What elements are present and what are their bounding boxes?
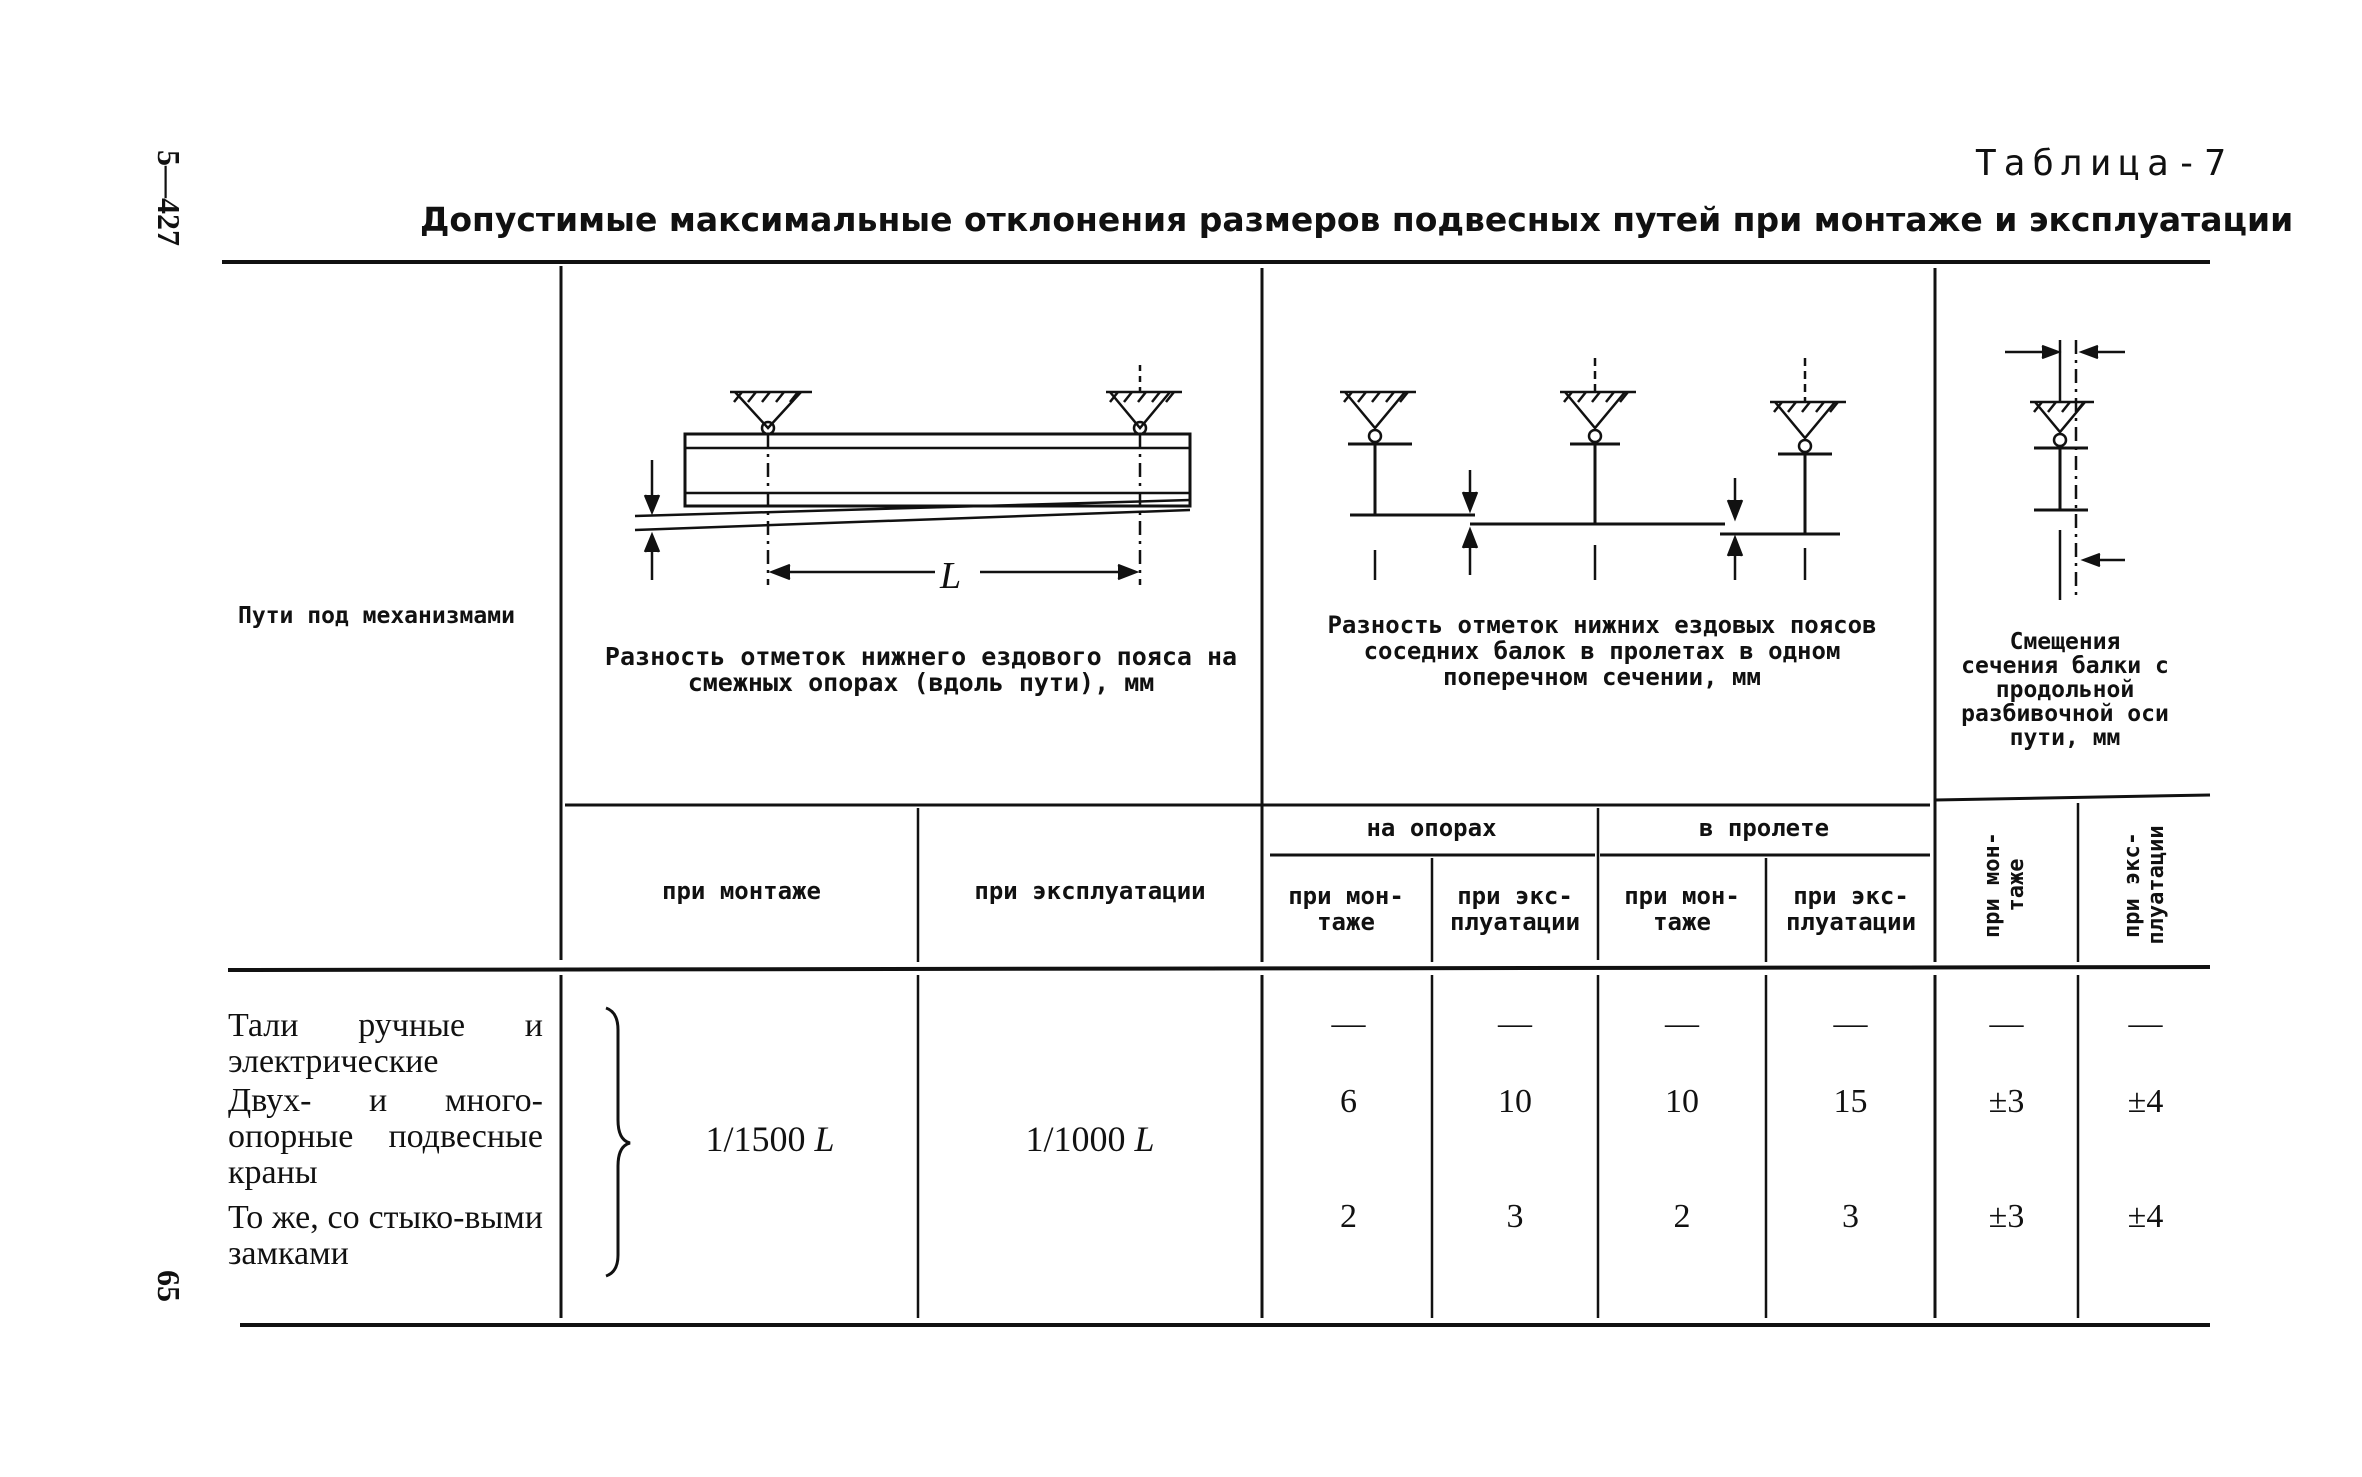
cell-r1-c2: — [2128,1005,2163,1042]
row-label-2: Двух- и много-опорные подвесные краны [228,1082,543,1191]
header-b1-mounting: при мон-таже [1288,882,1404,936]
diagram-axis-offset [2005,340,2125,600]
margin-code: 5—427 [151,150,187,246]
cell-r2-c2: ±4 [2127,1083,2164,1120]
cell-r3-c1: ±3 [1988,1198,2025,1235]
header-b4-operation: при экс-плуатации [1785,882,1917,936]
diagram-cross-section [1340,358,1846,580]
cell-r3-c2: ±4 [2127,1198,2164,1235]
cell-r3-b4: 3 [1842,1198,1859,1235]
cell-r1-b2: — [1498,1005,1532,1042]
cell-r1-b4: — [1833,1005,1868,1042]
cell-r2-b2: 10 [1498,1083,1532,1120]
header-on-supports: на опорах [1366,814,1497,842]
header-col-c: Смещения сечения балки с продольной разбивочной оси пути, мм [1961,629,2169,751]
cell-r1-c1: — [1989,1005,2024,1042]
cell-r3-b2: 3 [1506,1198,1524,1235]
cell-r3-b1: 2 [1340,1198,1357,1235]
cell-r2-c1: ±3 [1988,1083,2025,1120]
cell-r1-b1: — [1331,1005,1366,1042]
header-c2-operation: при экс-плуатации [2120,825,2169,945]
cell-r2-b3: 10 [1665,1083,1699,1120]
header-b2-operation: при экс-плуатации [1449,882,1581,936]
row-label-3: То же, со стыко-выми замками [228,1199,543,1272]
row-label-1: Тали ручные и электрические [228,1007,543,1080]
cell-r1-b3: — [1665,1005,1699,1042]
header-col-a: Разность отметок нижнего ездового пояса на смежных опорах (вдоль пути), мм [604,642,1238,697]
header-c1-mounting: при мон-таже [1980,832,2029,938]
merged-operation-value: 1/1000 L [1025,1119,1155,1159]
cell-r2-b4: 15 [1833,1083,1868,1120]
merged-mounting-value: 1/1500 L [705,1119,835,1159]
diagram-beam-along-path [635,365,1190,585]
cell-r2-b1: 6 [1340,1083,1357,1120]
header-in-span: в пролете [1698,814,1830,842]
header-paths: Пути под механизмами [238,603,515,629]
span-length-label: L [940,555,962,597]
page-number: 65 [151,1270,187,1302]
header-col-b: Разность отметок нижних ездовых поясов соседних балок в пролетах в одном поперечном сечении, мм [1327,611,1877,691]
header-a-operation: при эксплуатации [974,877,1206,905]
header-a-mounting: при монтаже [662,877,821,905]
document-title: Допустимые максимальные отклонения размеров подвесных путей при монтаже и эксплуатации [420,200,2294,239]
cell-r3-b3: 2 [1673,1198,1691,1235]
table-label: Таблица-7 [1975,143,2234,184]
header-b3-mounting: при мон-таже [1624,882,1740,936]
